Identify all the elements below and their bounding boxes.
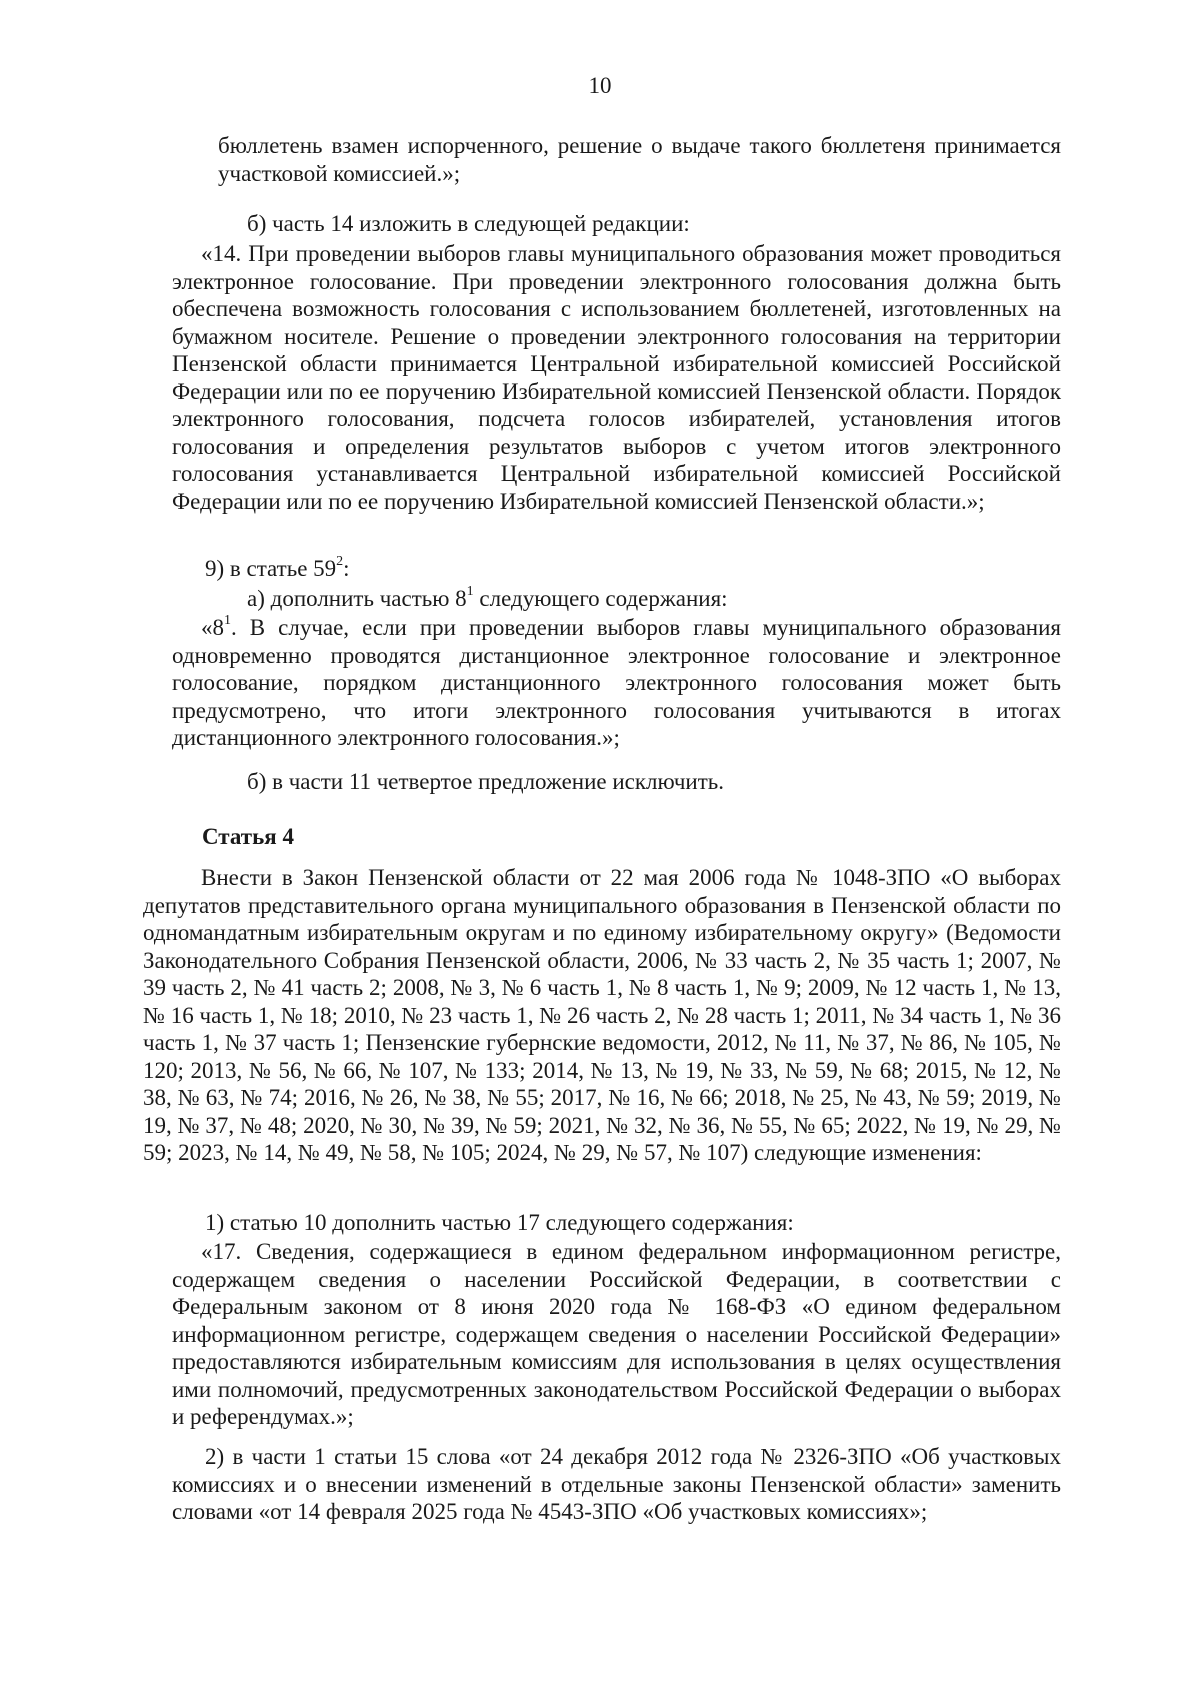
- add-part-superscript: 1: [466, 584, 474, 600]
- article59-colon: :: [343, 556, 350, 581]
- paragraph-part17-text: «17. Сведения, содержащиеся в едином федеральном информационном регистре, содержащем сведения о населении Российской Федерации, в соответствии с Федеральным законом от 8 июня 2020 года № 168-ФЗ «О едином федеральном информационном регистре, содержащем сведения о населении Российской Федерации» предоставляются избирательным комиссиям для использования в целях осуществления ими полномочий, предусмотренных законодательством Российской Федерации о выборах и референдумах.»;: [172, 1239, 1061, 1429]
- paragraph-article10-item: 1) статью 10 дополнить частью 17 следующего содержания:: [205, 1210, 794, 1235]
- paragraph-part14-text: «14. При проведении выборов главы муниципального образования может проводиться электронное голосование. При проведении электронного голосования должна быть обеспечена возможность голосования с использованием бюллетеней, изготовленных на бумажном носителе. Решение о проведении электронного голосования на территории Пензенской области принимается Центральной избирательной комиссией Российской Федерации или по ее поручению Избирательной комиссией Пензенской области. Порядок электронного голосования, подсчета голосов избирателей, установления итогов голосования и определения результатов выборов с учетом итогов электронного голосования устанавливается Центральной избирательной комиссией Российской Федерации или по ее поручению Избирательной комиссией Пензенской области.»;: [172, 241, 1061, 514]
- part8-1-open: «8: [201, 615, 224, 640]
- paragraph-part14-intro: б) часть 14 изложить в следующей редакции:: [247, 211, 690, 236]
- add-part-tail: следующего содержания:: [473, 586, 728, 611]
- page-number: 10: [588, 73, 612, 98]
- paragraph-ballot-replacement: бюллетень взамен испорченного, решение о выдаче такого бюллетеня принимается участковой комиссией.»;: [218, 133, 1061, 186]
- paragraph-part11-exclude: б) в части 11 четвертое предложение исключить.: [247, 769, 724, 794]
- add-part-text: а) дополнить частью 8: [247, 586, 467, 611]
- part8-1-body: . В случае, если при проведении выборов главы муниципального образования одновременно проводятся дистанционное электронное голосование и электронное голосование, порядком дистанционного электронного голосования может быть предусмотрено, что итоги электронного голосования учитываются в итогах дистанционного электронного голосования.»;: [172, 615, 1061, 750]
- paragraph-add-part8-1: [247, 585, 728, 613]
- part8-1-superscript: 1: [224, 613, 231, 629]
- article59-superscript: 2: [336, 554, 344, 570]
- paragraph-law-amendment-intro: Внести в Закон Пензенской области от 22 мая 2006 года № 1048-ЗПО «О выборах депутатов представительного органа муниципального образования в Пензенской области по одномандатным избирательным округам и по единому избирательному округу» (Ведомости Законодательного Собрания Пензенской области, 2006, № 33 часть 2, № 35 часть 1; 2007, № 39 часть 2, № 41 часть 2; 2008, № 3, № 6 часть 1, № 8 часть 1, № 9; 2009, № 12 часть 1, № 13, № 16 часть 1, № 18; 2010, № 23 часть 1, № 26 часть 2, № 28 часть 1; 2011, № 34 часть 1, № 36 часть 1, № 37 часть 1; Пензенские губернские ведомости, 2012, № 11, № 37, № 86, № 105, № 120; 2013, № 56, № 66, № 107, № 133; 2014, № 13, № 19, № 33, № 59, № 68; 2015, № 12, № 38, № 63, № 74; 2016, № 26, № 38, № 55; 2017, № 16, № 66; 2018, № 25, № 43, № 59; 2019, № 19, № 37, № 48; 2020, № 30, № 39, № 59; 2021, № 32, № 36, № 55, № 65; 2022, № 19, № 29, № 59; 2023, № 14, № 49, № 58, № 105; 2024, № 29, № 57, № 107) следующие изменения:: [143, 865, 1061, 1165]
- article59-text: 9) в статье 59: [205, 556, 337, 581]
- paragraph-part8-1-text: [172, 614, 1061, 752]
- paragraph-article59-item: [205, 555, 350, 583]
- paragraph-article15-item: 2) в части 1 статьи 15 слова «от 24 декабря 2012 года № 2326-ЗПО «Об участковых комиссиях и о внесении изменений в отдельные законы Пензенской области» заменить словами «от 14 февраля 2025 года № 4543-ЗПО «Об участковых комиссиях»;: [172, 1444, 1061, 1524]
- article-heading: Статья 4: [202, 824, 294, 849]
